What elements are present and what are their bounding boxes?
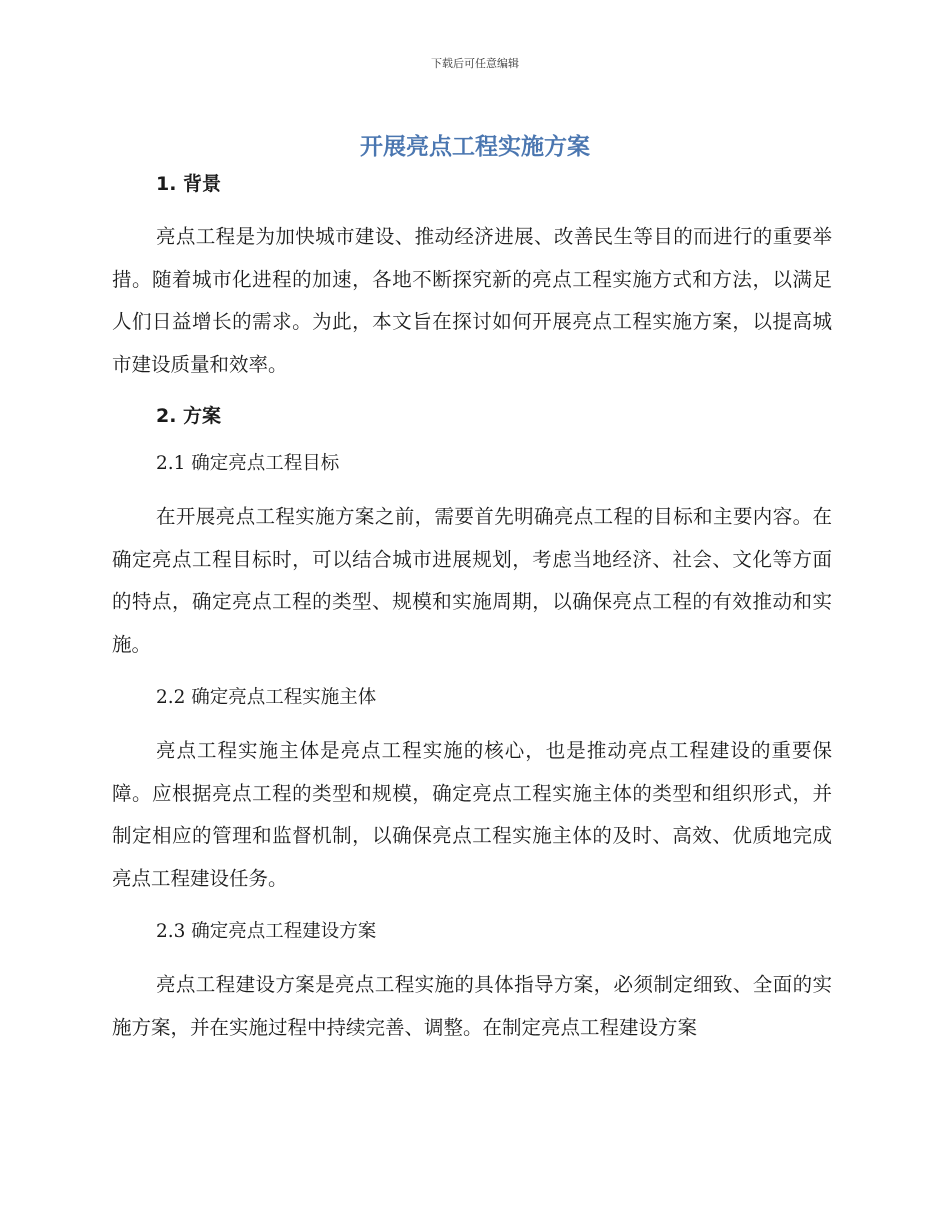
- subsection-heading-2-2: 2.2 确定亮点工程实施主体: [156, 687, 377, 708]
- subsection-heading-2-3: 2.3 确定亮点工程建设方案: [156, 921, 377, 942]
- section-heading-plan: 2. 方案: [156, 405, 222, 427]
- document-title: 开展亮点工程实施方案: [360, 134, 590, 160]
- paragraph-2-2: 亮点工程实施主体是亮点工程实施的核心，也是推动亮点工程建设的重要保障。应根据亮点工程的类型和规模，确定亮点工程实施主体的类型和组织形式，并制定相应的管理和监督机制，以确保亮点工程实施主体的及时、高效、优质地完成亮点工程建设任务。: [112, 739, 832, 890]
- paragraph-2-1: 在开展亮点工程实施方案之前，需要首先明确亮点工程的目标和主要内容。在确定亮点工程目标时，可以结合城市进展规划，考虑当地经济、社会、文化等方面的特点，确定亮点工程的类型、规模和实施周期，以确保亮点工程的有效推动和实施。: [112, 505, 832, 656]
- subsection-heading-2-1: 2.1 确定亮点工程目标: [156, 453, 340, 474]
- page-header: 下载后可任意编辑: [431, 57, 519, 70]
- paragraph-2-3: 亮点工程建设方案是亮点工程实施的具体指导方案，必须制定细致、全面的实施方案，并在实施过程中持续完善、调整。在制定亮点工程建设方案: [112, 973, 832, 1039]
- paragraph-background: 亮点工程是为加快城市建设、推动经济进展、改善民生等目的而进行的重要举措。随着城市化进程的加速，各地不断探究新的亮点工程实施方式和方法，以满足人们日益增长的需求。为此，本文旨在探讨如何开展亮点工程实施方案，以提高城市建设质量和效率。: [112, 225, 832, 376]
- section-heading-background: 1. 背景: [156, 173, 222, 195]
- document-body: [112, 168, 832, 1049]
